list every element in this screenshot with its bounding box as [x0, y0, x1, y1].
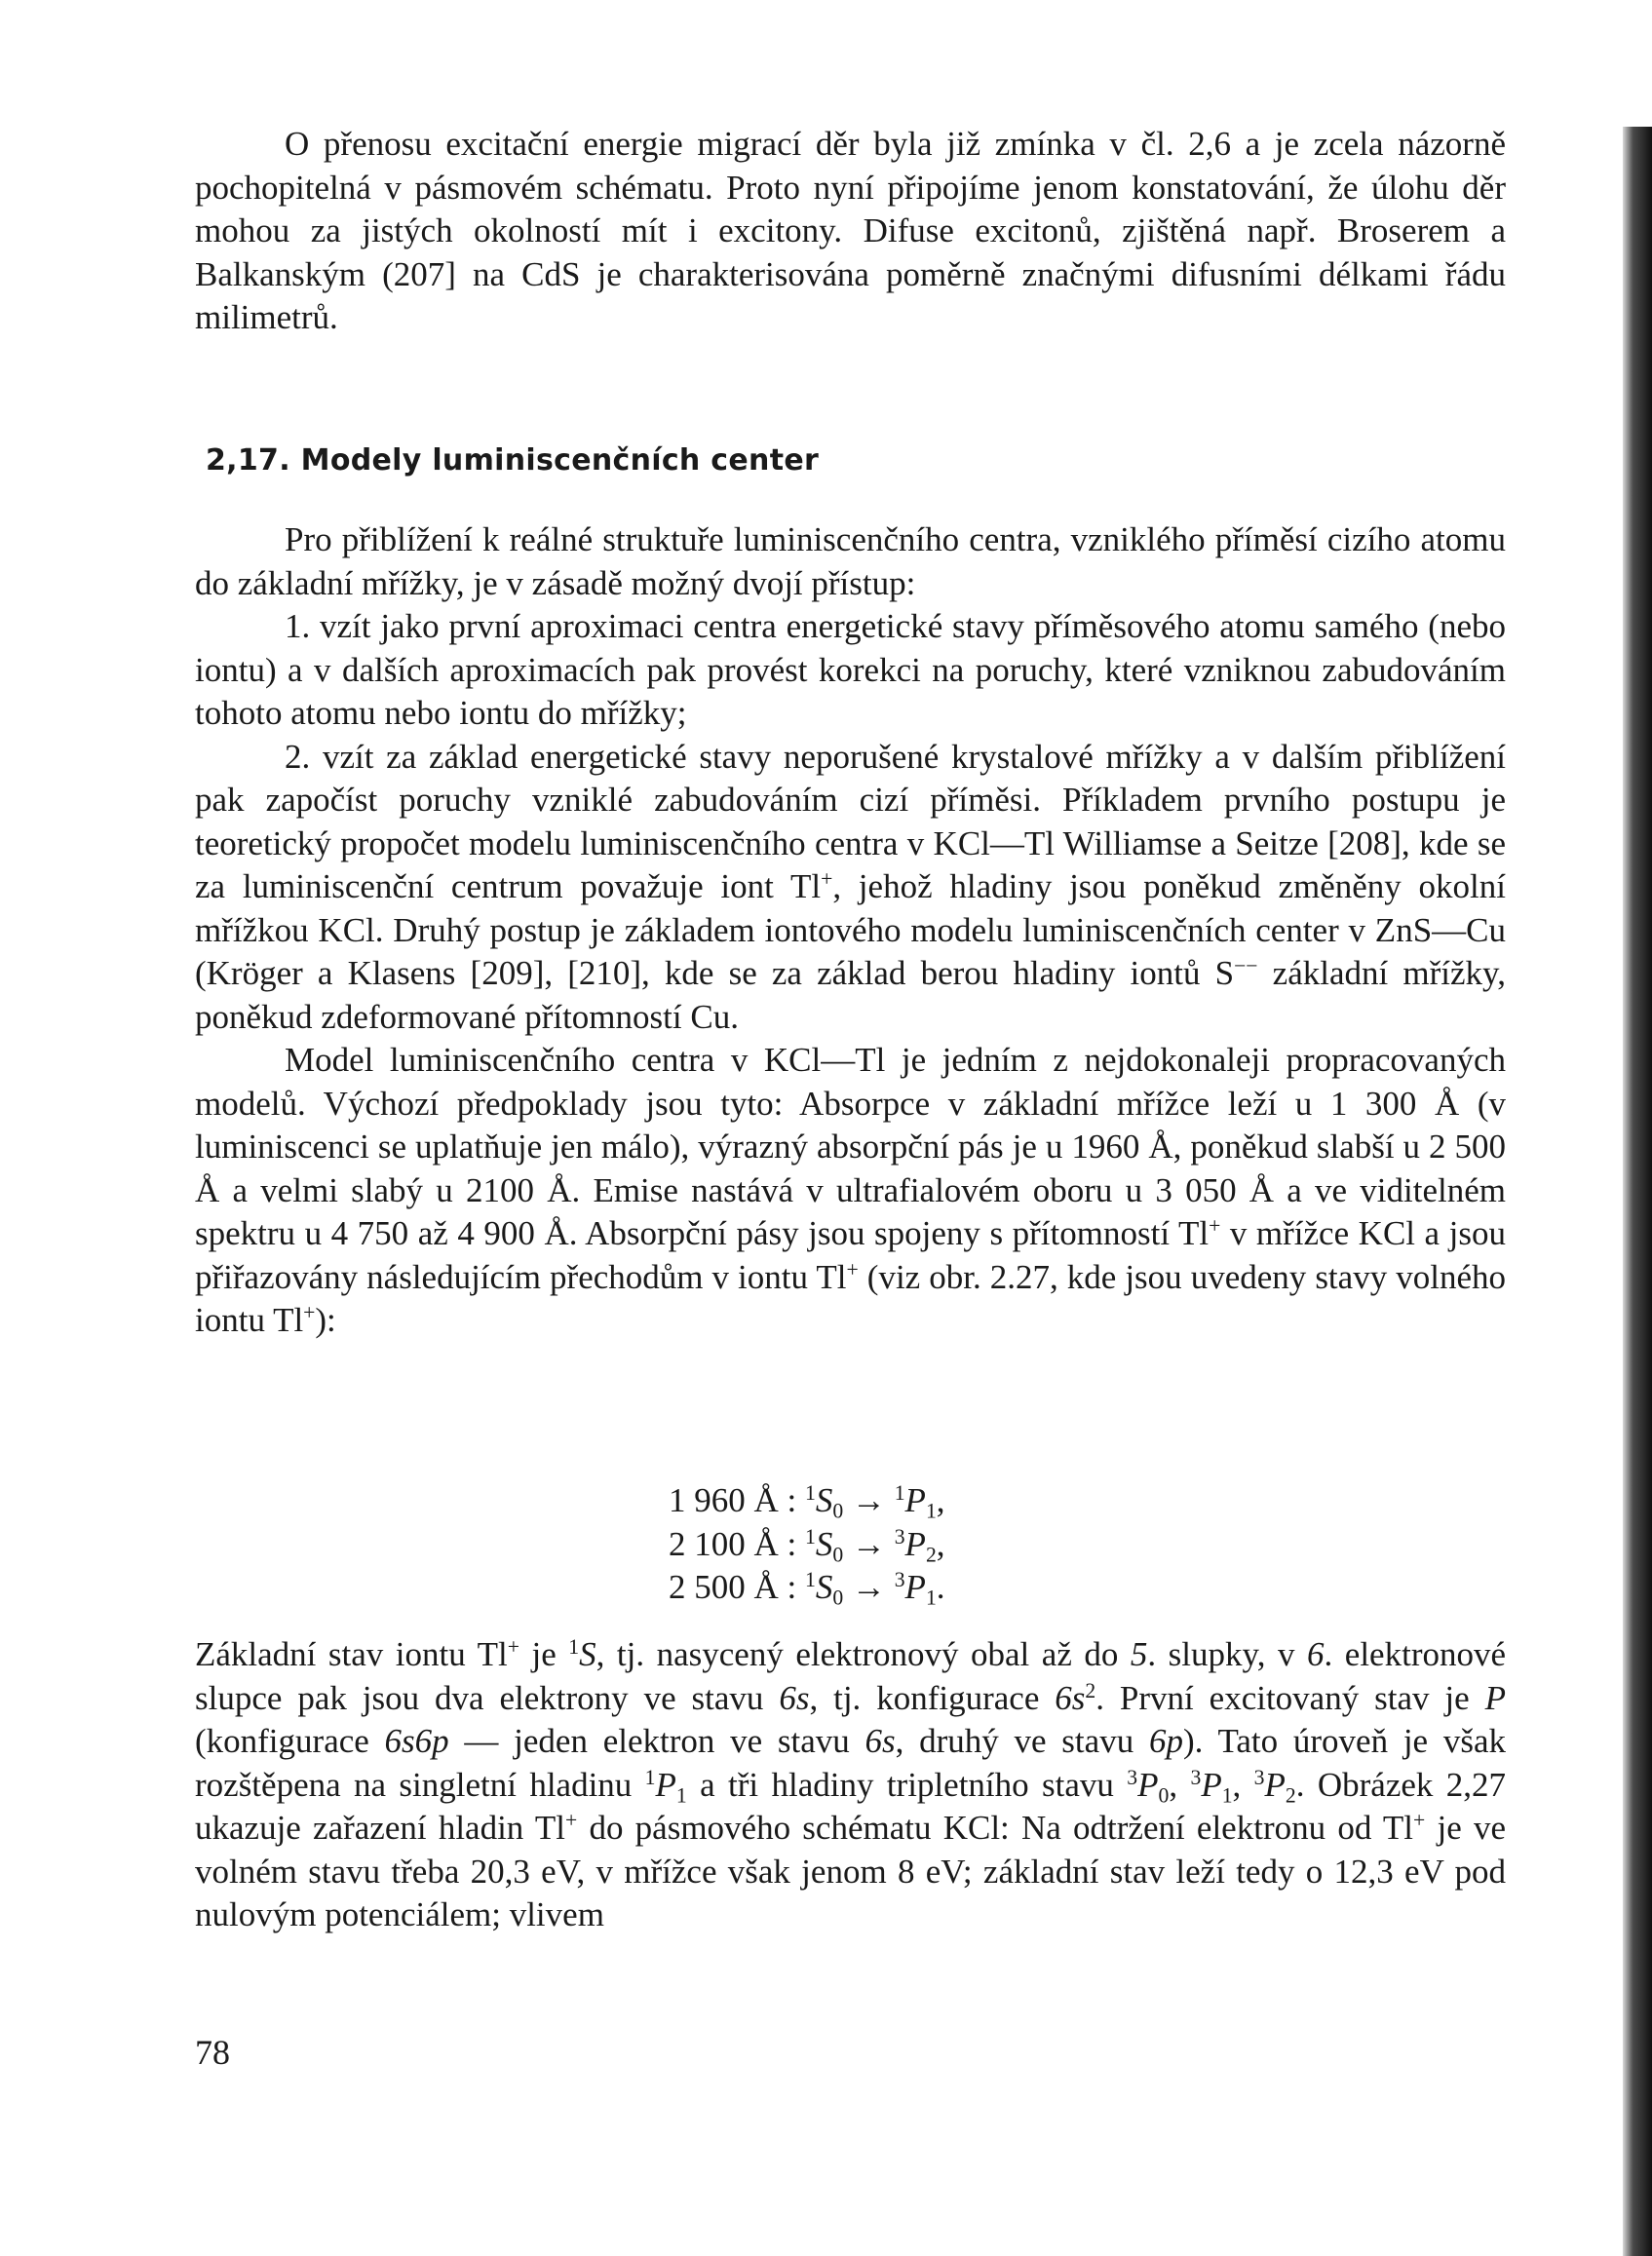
transition-formulas — [669, 1479, 945, 1610]
paragraph-ground-state: Základní stav iontu Tl+ je $^1$S, tj. nasycený elektronový obal až do 5. slupky, v 6. elektronové slupce pak jsou dva elektrony ve stavu 6s, tj. konfigurace $6s^2$. První excitovaný stav je P (konfigurace 6s6p — jeden elektron ve stavu 6s, druhý ve stavu 6p). Tato úroveň je však rozštěpena na singletní hladinu $^1P_1$ a tři hladiny tripletního stavu $^3P_0$, $^3P_1$, $^3P_2$. Obrázek 2,27 ukazuje zařazení hladin Tl+ do pásmového schématu KCl: Na odtržení elektronu od Tl+ je ve volném stavu třeba 20,3 eV, v mřížce však jenom 8 eV; základní stav leží tedy o 12,3 eV pod nulovým potenciálem; vlivem — [195, 1635, 1507, 1933]
paragraph-luminescence-models — [195, 518, 1506, 1343]
list-item-approach-1: 1. vzít jako první aproximaci centra energetické stavy příměsového atomu samého (nebo iontu) a v dalších aproximacích pak provést korekci na poruchy, které vzniknou zabudováním tohoto atomu nebo iontu do mřížky; — [195, 607, 1506, 732]
paragraph-exciton-transfer: O přenosu excitační energie migrací děr byla již zmínka v čl. 2,6 a je zcela názorně pochopitelná v pásmovém schématu. Proto nyní připojíme jenom konstatování, že úlohu děr mohou za jistých okolností mít i excitony. Difuse excitonů, zjištěná např. Broserem a Balkanským (207] na CdS je charakterisována poměrně značnými difusními délkami řádu milimetrů. — [195, 125, 1506, 336]
intro-text: Pro přiblížení k reálné struktuře luminiscenčního centra, vzniklého příměsí cizího atomu do základní mřížky, je v zásadě možný dvojí přístup: — [195, 520, 1506, 602]
formula-row: 1 960 Å : $^1S_0 \to ^1P_1$, — [669, 1481, 945, 1523]
list-item-approach-2: 2. vzít za základ energetické stavy neporušené krystalové mřížky a v dalším přiblížení pak započíst poruchy vzniklé zabudováním cizí příměsi. Příkladem prvního postupu je teoretický propočet modelu luminiscenčního centra v KCl—Tl Williamse a Seitze [208], kde se za luminiscenční centrum považuje iont Tl+, jehož hladiny jsou poněkud změněny okolní mřížkou KCl. Druhý postup je základem iontového modelu luminiscenčních center v ZnS—Cu (Kröger a Klasens [209], [210], kde se za základ berou hladiny iontů S−− základní mřížky, poněkud zdeformované přítomností Cu. — [195, 737, 1506, 1036]
scanned-page-edge — [1623, 127, 1652, 2256]
page-number: 78 — [195, 2033, 230, 2072]
model-kcl-tl-text: Model luminiscenčního centra v KCl—Tl je jedním z nejdokonaleji propracovaných modelů. Výchozí předpoklady jsou tyto: Absorpce v základní mřížce leží u 1 300 Å (v luminiscenci se uplatňuje jen málo), výrazný absorpční pás je u 1960 Å, poněkud slabší u 2 500 Å a velmi slabý u 2100 Å. Emise nastává v ultrafialovém oboru u 3 050 Å a ve viditelném spektru u 4 750 až 4 900 Å. Absorpční pásy jsou spojeny s přítomností Tl+ v mřížce KCl a jsou přiřazovány následujícím přechodům v iontu Tl+ (viz obr. 2.27, kde jsou uvedeny stavy volného iontu Tl+): — [195, 1041, 1506, 1339]
formula-row: 2 100 Å : $^1S_0 \to ^3P_2$, — [669, 1524, 945, 1566]
formula-row: 2 500 Å : $^1S_0 \to ^3P_1$. — [669, 1568, 945, 1610]
section-heading: 2,17. Modely luminiscenčních center — [206, 443, 820, 478]
